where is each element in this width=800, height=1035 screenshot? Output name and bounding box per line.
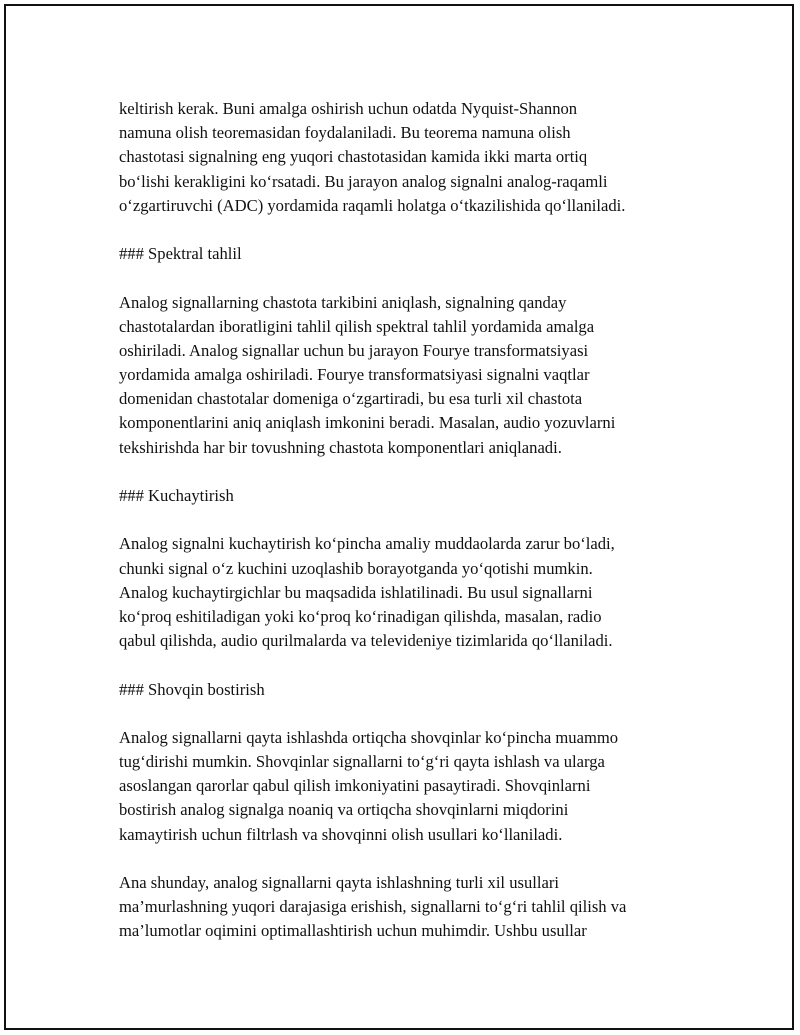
- block-spacer: [119, 847, 699, 871]
- paragraph: [119, 291, 699, 460]
- paragraph: [119, 97, 699, 218]
- text-line: Analog signallarni qayta ishlashda ortiqcha shovqinlar ko‘pincha muammo: [119, 727, 619, 747]
- text-line: tekshirishda har bir tovushning chastota komponentlari aniqlanadi.: [119, 437, 562, 457]
- heading-text: ### Spektral tahlil: [119, 244, 242, 264]
- text-line: keltirish kerak. Buni amalga oshirish uchun odatda Nyquist-Shannon: [119, 99, 578, 118]
- paragraph: [119, 532, 699, 653]
- text-line: ko‘proq eshitiladigan yoki ko‘proq ko‘rinadigan qilishda, masalan, radio: [119, 606, 602, 626]
- page-frame: [4, 4, 794, 1030]
- block-spacer: [119, 702, 699, 726]
- text-line: kamaytirish uchun filtrlash va shovqinni olish usullari ko‘llaniladi.: [119, 824, 563, 844]
- text-line: bo‘lishi kerakligini ko‘rsatadi. Bu jarayon analog signalni analog-raqamli: [119, 171, 608, 191]
- text-line: chunki signal o‘z kuchini uzoqlashib borayotganda yo‘qotishi mumkin.: [119, 558, 593, 578]
- text-line: bostirish analog signalga noaniq va ortiqcha shovqinlarni miqdorini: [119, 800, 569, 820]
- text-line: asoslangan qarorlar qabul qilish imkoniyatini pasaytiradi. Shovqinlarni: [119, 776, 591, 796]
- block-spacer: [119, 218, 699, 242]
- text-line: namuna olish teoremasidan foydalaniladi. Bu teorema namuna olish: [119, 123, 571, 143]
- section-heading: [119, 678, 699, 702]
- section-heading: [119, 242, 699, 266]
- text-line: qabul qilishda, audio qurilmalarda va televideniye tizimlarida qo‘llaniladi.: [119, 631, 613, 651]
- block-spacer: [119, 266, 699, 290]
- text-line: chastotalardan iboratligini tahlil qilish spektral tahlil yordamida amalga: [119, 316, 595, 336]
- text-line: domenidan chastotalar domeniga o‘zgartiradi, bu esa turli xil chastota: [119, 389, 583, 409]
- text-line: yordamida amalga oshiriladi. Fourye transformatsiyasi signalni vaqtlar: [119, 365, 590, 385]
- text-line: Ana shunday, analog signallarni qayta ishlashning turli xil usullari: [119, 873, 559, 892]
- paragraph: [119, 871, 699, 944]
- block-spacer: [119, 460, 699, 484]
- text-line: komponentlarini aniq aniqlash imkonini beradi. Masalan, audio yozuvlarni: [119, 413, 616, 433]
- text-line: ma’murlashning yuqori darajasiga erishish, signallarni to‘g‘ri tahlil qilish va: [119, 897, 627, 917]
- block-spacer: [119, 508, 699, 532]
- section-heading: [119, 484, 699, 508]
- text-line: chastotasi signalning eng yuqori chastotasidan kamida ikki marta ortiq: [119, 147, 588, 167]
- text-line: ma’lumotlar oqimini optimallashtirish uchun muhimdir. Ushbu usullar: [119, 921, 587, 941]
- text-line: Analog signalni kuchaytirish ko‘pincha amaliy muddaolarda zarur bo‘ladi,: [119, 534, 615, 554]
- heading-text: ### Kuchaytirish: [119, 486, 234, 505]
- text-line: tug‘dirishi mumkin. Shovqinlar signallarni to‘g‘ri qayta ishlash va ularga: [119, 752, 605, 772]
- heading-text: ### Shovqin bostirish: [119, 679, 265, 699]
- text-line: Analog kuchaytirgichlar bu maqsadida ishlatilinadi. Bu usul signallarni: [119, 582, 593, 602]
- text-line: o‘zgartiruvchi (ADC) yordamida raqamli holatga o‘tkazilishida qo‘llaniladi.: [119, 195, 626, 215]
- paragraph: [119, 726, 699, 847]
- block-spacer: [119, 653, 699, 677]
- document-body: [119, 97, 699, 944]
- text-line: Analog signallarning chastota tarkibini aniqlash, signalning qanday: [119, 292, 567, 312]
- text-line: oshiriladi. Analog signallar uchun bu jarayon Fourye transformatsiyasi: [119, 340, 589, 360]
